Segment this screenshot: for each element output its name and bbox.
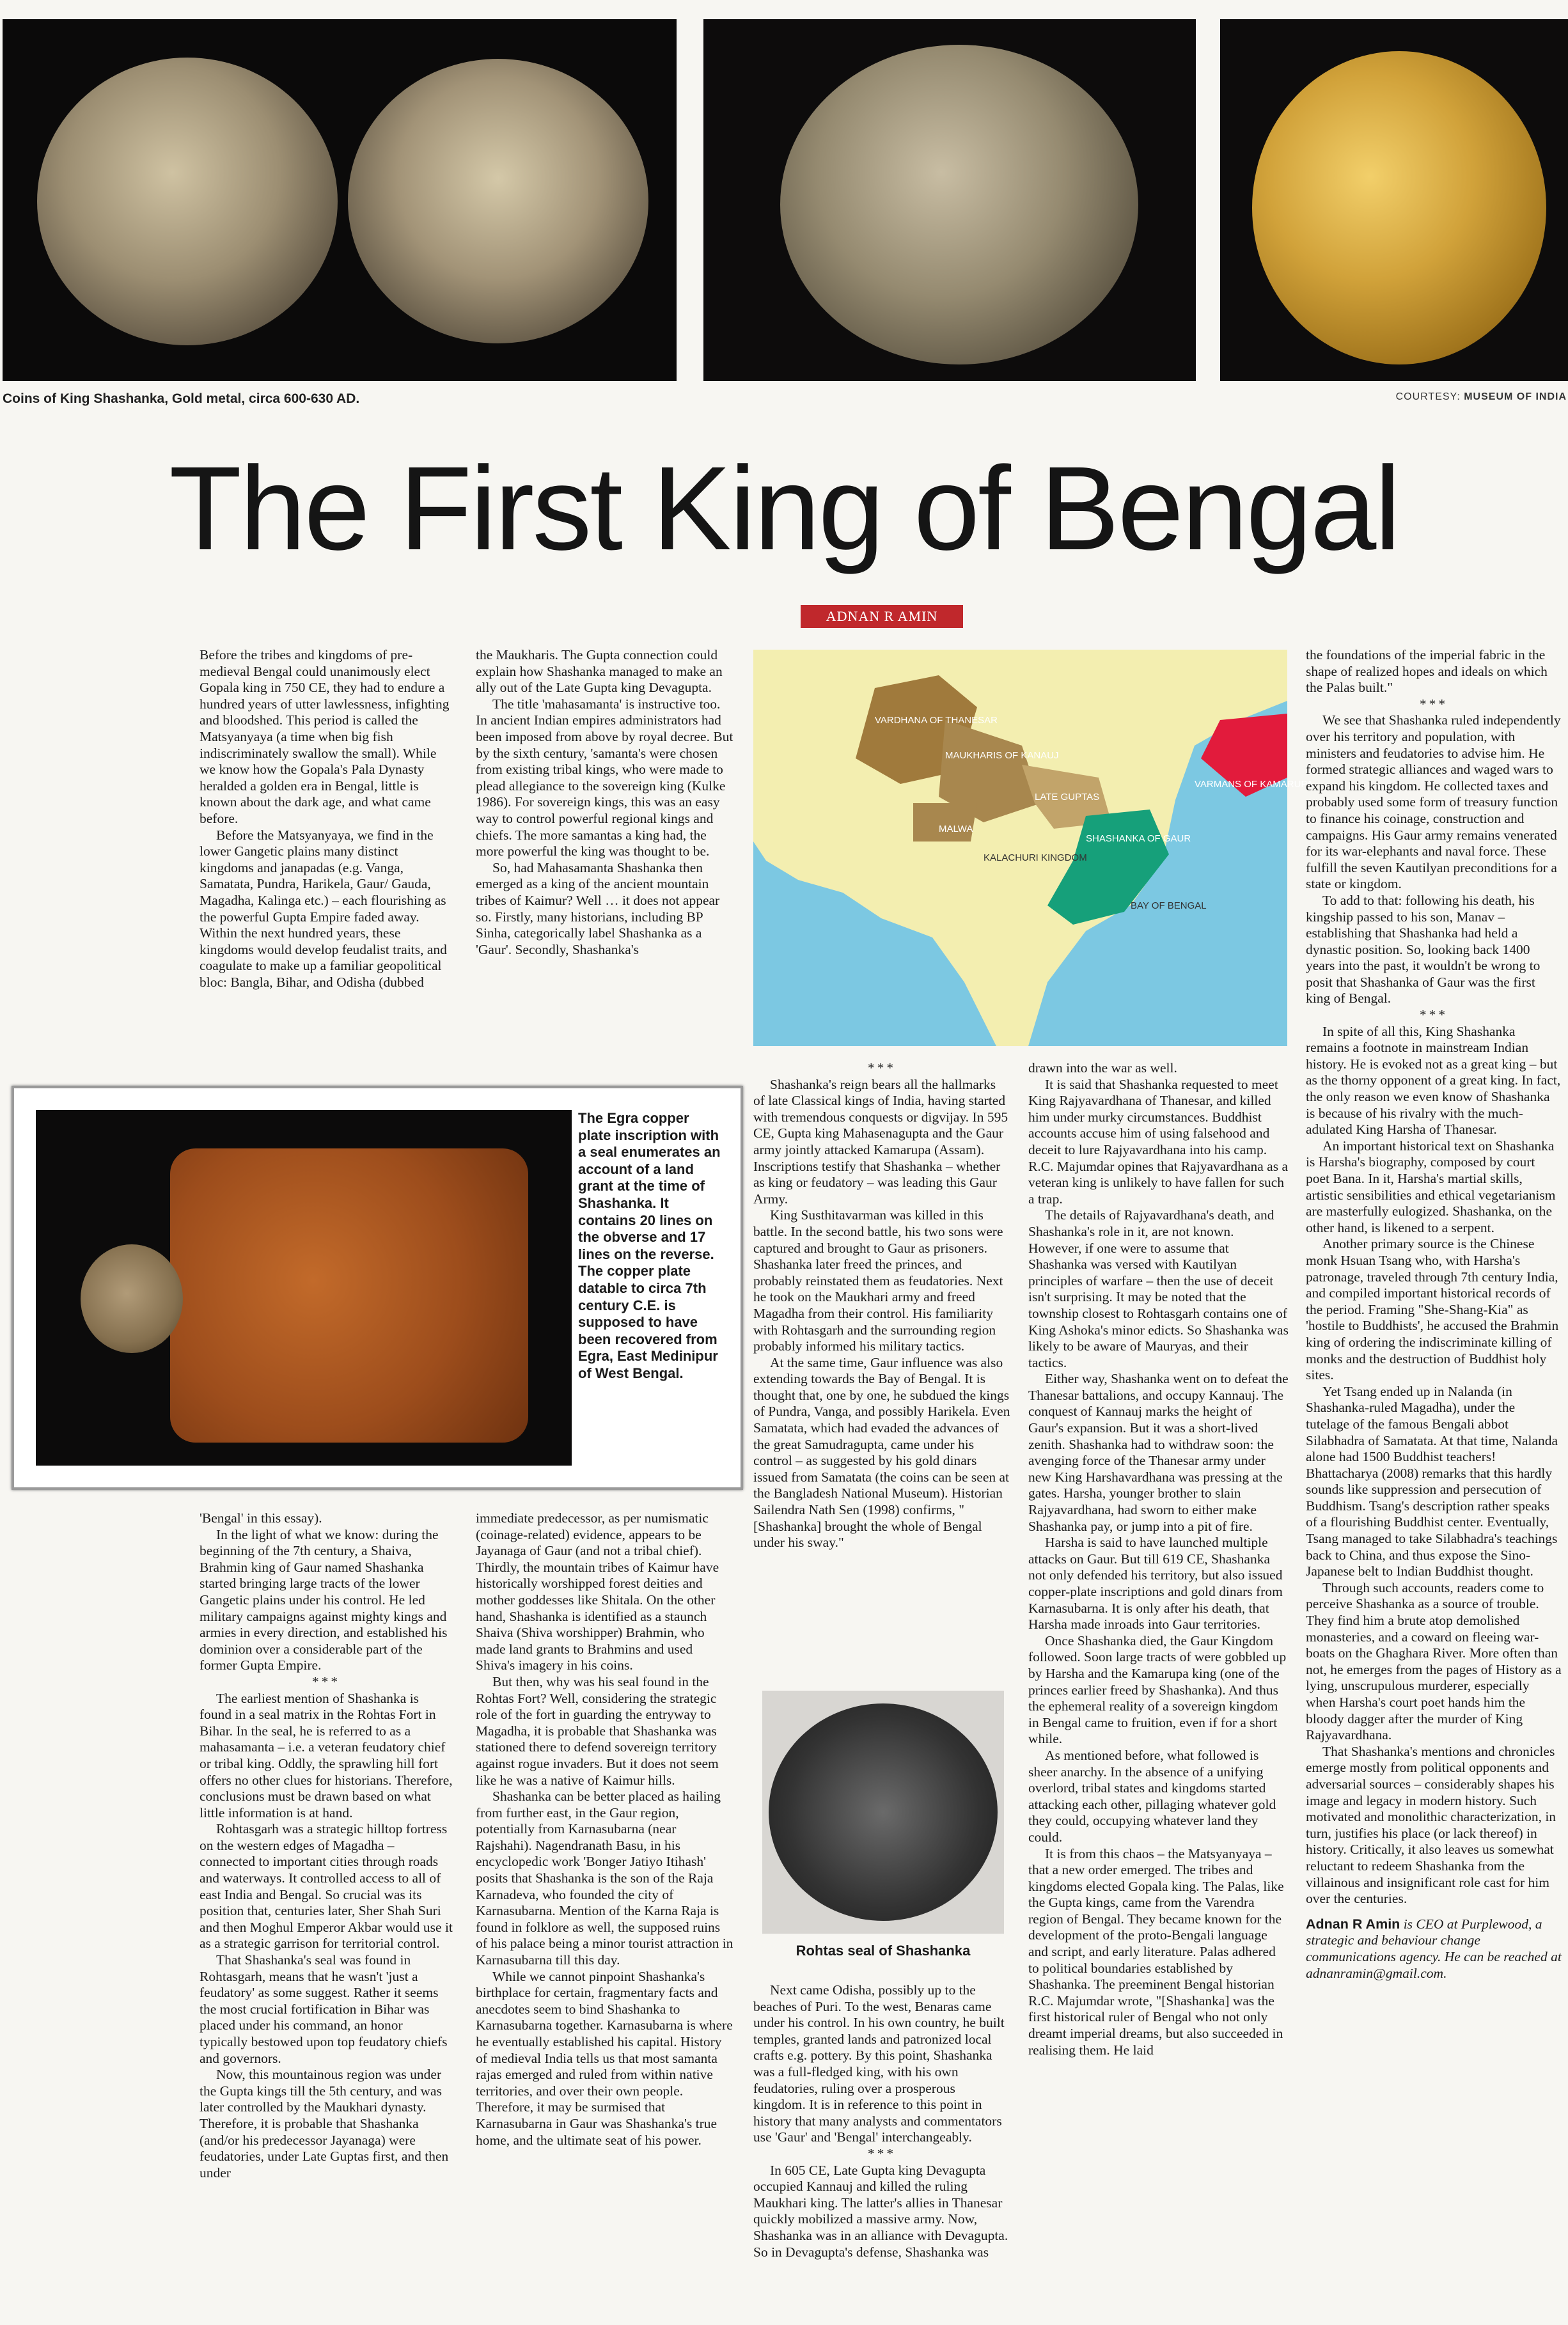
paragraph: 'Bengal' in this essay). bbox=[200, 1510, 322, 1526]
paragraph: At the same time, Gaur influence was also extending towards the Bay of Bengal. It is thought that, one by one, he subdued the kings of Pundra, Vanga, and possibly Harikela. Even Samatata, which had evaded the advances of the great Samudragupta, came under his control – as suggested by his gold dinars issued from Samatata (the coins can be seen at the Bangladesh National Museum). Historian Sailendra Nath Sen (1998) confirms, "[Shashanka] brought the whole of Bengal under his sway." bbox=[753, 1354, 1010, 1551]
column-3 bbox=[753, 1060, 1010, 1551]
column-1-top bbox=[200, 647, 453, 990]
paragraph: An important historical text on Shashanka is Harsha's biography, composed by court poet Bana. In it, Harsha's martial skills, artistic sensibilities and ethical vegetarianism are masterfully eulogized. Shashanka, on the other hand, is likened to a serpent. bbox=[1306, 1138, 1556, 1235]
coin-gold bbox=[1252, 51, 1546, 364]
paragraph: The details of Rajyavardhana's death, and Shashanka's role in it, are not known. However, if one were to assume that Shashanka was versed with Kautilyan principles of warfare – then the use of deceit isn't surprising. It may be noted that the township closest to Rohtasgarh contains one of King Ashoka's minor edicts. So Shashanka was likely to be aware of Mauryas, and their tactics. bbox=[1028, 1207, 1289, 1370]
paragraph: Before the Matsyanyaya, we find in the lower Gangetic plains many distinct kingdoms and janapadas (e.g. Vanga, Samatata, Pundra, Harikela, Gaur/ Gauda, Magadha, Kalinga etc.) – each flourishing as the powerful Gupta Empire faded away. Within the next hundred years, these kingdoms would develop feudalist traits, and coagulate to make up a familiar geopolitical bloc: Bangla, Bihar, and Odisha (dubbed bbox=[200, 827, 447, 990]
paragraph: Harsha is said to have launched multiple attacks on Gaur. But till 619 CE, Shashanka not only defended his territory, but also issued copper-plate inscriptions and gold dinars from Karnasubarna. It is only after his death, that Harsha made inroads into Gaur territories. bbox=[1028, 1535, 1283, 1632]
paragraph: In 605 CE, Late Gupta king Devagupta occupied Kannauj and killed the ruling Maukhari king. The latter's allies in Thanesar quickly mobilized a massive army. Now, Shashanka was in an alliance with Devagupta. So in Devagupta's defense, Shashanka was bbox=[753, 2162, 1008, 2260]
paragraph: Before the tribes and kingdoms of pre-medieval Bengal could unanimously elect Gopala king in 750 CE, they had to endure a hundred years of utter lawlessness, infighting and bloodshed. This period is called the Matsyanyaya (a time when big fish indiscriminately swallow the small). While we know how the Gopala's Pala Dynasty heralded a golden era in Bengal, little is known about the dark age, and what came before. bbox=[200, 647, 450, 826]
copper-plate bbox=[170, 1148, 528, 1443]
paragraph: Shashanka's reign bears all the hallmarks of late Classical kings of India, having started with tremendous conquests or digvijay. In 595 CE, Gupta king Mahasenagupta and the Gaur army jointly attacked Kamarupa (Assam). Inscriptions testify that Shashanka – whether as king or feudatory – was leading this Gaur Army. bbox=[753, 1076, 1008, 1207]
paragraph: We see that Shashanka ruled independently over his territory and population, with ministers and feudatories to advise him. He formed strategic alliances and waged wars to expand his kingdom. He collected taxes and probably used some form of treasury function to finance his coinage, construction and campaigns. His Gaur army remains venerated for its war-elephants and naval force. These fulfill the seven Kautilyan preconditions for a state or kingdom. bbox=[1306, 712, 1561, 892]
map-label-kalachuri: KALACHURI KINGDOM bbox=[984, 852, 1087, 863]
column-1-bottom bbox=[200, 1510, 453, 2181]
paragraph: Rohtasgarh was a strategic hilltop fortress on the western edges of Magadha – connected to important cities through roads and waterways. It controlled access to all of east India and Bengal. So crucial was its position that, centuries later, Sher Shah Suri and then Moghul Emperor Akbar would use it as a strategic garrison for territorial control. bbox=[200, 1821, 453, 1952]
column-5 bbox=[1306, 647, 1562, 1982]
paragraph: While we cannot pinpoint Shashanka's birthplace for certain, fragmentary facts and anecdotes seem to bind Shashanka to Karnasubarna together. Karnasubarna is where he eventually established his capital. History of medieval India tells us that most samanta rajas emerged and ruled from within native territories, and over their own people. Therefore, it may be surmised that Karnasubarna in Gaur was Shashanka's true home, and the ultimate seat of his power. bbox=[476, 1968, 733, 2148]
paragraph: In spite of all this, King Shashanka remains a footnote in mainstream Indian history. He is evoked not as a great king – but as the thorny opponent of a great king. In fact, the only reason we even know of Shashanka is because of his rivalry with the much-adulated King Harsha of Thanesar. bbox=[1306, 1023, 1561, 1138]
paragraph: the foundations of the imperial fabric in the shape of realized hopes and ideals on which the Palas built." bbox=[1306, 647, 1548, 696]
map-label-malwa: MALWA bbox=[939, 824, 973, 834]
paragraph: immediate predecessor, as per numismatic (coinage-related) evidence, appears to be Jayanaga of Gaur (and not a tribal chief). Thirdly, the mountain tribes of Kaimur have historically worshipped forest deities and mother goddesses like Shitala. On the other hand, Shashanka is identified as a staunch Shaiva (Shiva worshipper) Brahmin, who made land grants to Brahmins and used Shiva's imagery in his coins. bbox=[476, 1510, 719, 1673]
map-label-bay-of-bengal: BAY OF BENGAL bbox=[1131, 900, 1207, 911]
copper-plate-seal bbox=[81, 1244, 183, 1353]
paragraph: To add to that: following his death, his kingship passed to his son, Manav – establishing that Shashanka had held a dynastic position. So, looking back 1400 years into the past, it wouldn't be wrong to posit that Shashanka of Gaur was the first king of Bengal. bbox=[1306, 892, 1541, 1006]
paragraph: Now, this mountainous region was under the Gupta kings till the 5th century, and was later controlled by the Maukhari dynasty. Therefore, it is probable that Shashanka (and/or his predecessor Jayanaga) were feudatories, under Late Guptas first, and then under bbox=[200, 2067, 449, 2180]
kingdoms-map bbox=[753, 650, 1313, 1046]
column-2-bottom bbox=[476, 1510, 734, 2149]
map-label-shashanka: SHASHANKA OF GAUR bbox=[1086, 833, 1191, 844]
coin-photo-2 bbox=[703, 19, 1196, 381]
map-graphic bbox=[753, 650, 1313, 1046]
copper-plate-photo bbox=[36, 1110, 572, 1466]
column-2-top bbox=[476, 647, 734, 958]
headline: The First King of Bengal bbox=[169, 442, 1399, 575]
coin-obverse bbox=[37, 58, 338, 345]
paragraph: the Maukharis. The Gupta connection could explain how Shashanka managed to make an ally out of the Late Gupta king Devagupta. bbox=[476, 647, 723, 696]
section-separator: *** bbox=[311, 1673, 341, 1689]
map-label-kamarupa: VARMANS OF KAMARUPA bbox=[1195, 779, 1313, 790]
seal-caption: Rohtas seal of Shashanka bbox=[796, 1943, 971, 1959]
paragraph: So, had Mahasamanta Shashanka then emerged as a king of the ancient mountain tribes of Kaimur? Well … it does not appear so. Firstly, many historians, including BP Sinha, categorically label Shashanka as a 'Gaur'. Secondly, Shashanka's bbox=[476, 859, 720, 957]
column-4 bbox=[1028, 1060, 1289, 2058]
paragraph: It is from this chaos – the Matsyanyaya – that a new order emerged. The tribes and kingdoms elected Gopala king. The Palas, like the Gupta kings, came from the Varendra region of Bengal. They became known for the development of the proto-Bengali language and script, and early literature. Palas adhered to political boundaries established by Shashanka. The preeminent Bengal historian R.C. Majumdar wrote, "[Shashanka] was the first historical ruler of Bengal who not only dreamt imperial dreams, but also succeeded in realising them. He laid bbox=[1028, 1845, 1284, 2058]
paragraph: Shashanka can be better placed as hailing from further east, in the Gaur region, potentially from Karnasubarna (near Rajshahi). Nagendranath Basu, in his encyclopedic work 'Bonger Jatiyo Itihash' posits that Shashanka is the son of the Raja Karnadeva, who founded the city of Karnasubarna. Mention of the Karna Raja is found in folklore as well, the supposed ruins of his palace being a minor tourist attraction in Karnasubarna till this day. bbox=[476, 1789, 733, 1968]
map-label-maukharis: MAUKHARIS OF KANAUJ bbox=[945, 750, 1059, 761]
paragraph: The title 'mahasamanta' is instructive too. In ancient Indian empires administrators had been imposed from above by royal decree. But by the sixth century, 'samanta's were chosen from existing tribal kings, who were made to plead allegiance to the sovereign king (Kulke 1986). For sovereign kings, this was an easy way to control powerful regional kings and chiefs. The more samantas a king had, the more powerful the king was thought to be. bbox=[476, 696, 733, 859]
paragraph: King Susthitavarman was killed in this battle. In the second battle, his two sons were captured and brought to Gaur as prisoners. Shashanka later freed the princes, and probably reinstated them as feudatories. Next he took on the Maukhari army and freed Magadha from their control. His familiarity with Rohtasgarh and the surrounding region probably informed his military tactics. bbox=[753, 1207, 1003, 1354]
map-label-late-guptas: LATE GUPTAS bbox=[1035, 792, 1100, 802]
paragraph: But then, why was his seal found in the Rohtas Fort? Well, considering the strategic role of the fort in guarding the entryway to Magadha, it is probable that Shashanka was stationed there to defend sovereign territory against rogue invaders. But it does not seem like he was a native of Kaimur hills. bbox=[476, 1673, 719, 1788]
seal-impression bbox=[769, 1703, 998, 1921]
author-bio: is CEO at Purplewood, a strategic and behaviour change communications agency. He can be reached at adnanramin@gmail.com. bbox=[1306, 1916, 1562, 1981]
byline: ADNAN R AMIN bbox=[801, 605, 963, 628]
region-malwa bbox=[913, 803, 977, 842]
author-credit bbox=[1306, 1916, 1562, 1982]
coin-silver bbox=[780, 45, 1138, 364]
paragraph: Yet Tsang ended up in Nalanda (in Shashanka-ruled Magadha), under the tutelage of the famous Bengali abbot Silabhadra of Samatata. At that time, Nalanda alone had 1500 Buddhist teachers! Bhattacharya (2008) remarks that this hardly sounds like suppression and persecution of Buddhism. Tsang's description rather speaks of a flourishing Buddhist center. Eventually, Tsang managed to take Silabhadra's teachings back to China, and thus expose the Sino-Japanese belt to Indian Buddhist thought. bbox=[1306, 1383, 1558, 1579]
copper-plate-box bbox=[12, 1086, 743, 1490]
coin-photo-3 bbox=[1220, 19, 1568, 381]
rohtas-seal-photo bbox=[762, 1691, 1004, 1934]
coin-reverse bbox=[348, 59, 648, 343]
paragraph: Either way, Shashanka went on to defeat the Thanesar battalions, and occupy Kannauj. The conquest of Kannauj marks the height of Gaur's expansion. But it was a short-lived zenith. Shashanka had to withdraw soon: the avenging force of the Thanesar army under new King Harshavardhana was pressing at the gates. Harsha, younger brother to slain Rajyavardhana, had sworn to either make Shashanka pay, or jump into a pit of fire. bbox=[1028, 1371, 1289, 1534]
coin-caption: Coins of King Shashanka, Gold metal, circa 600-630 AD. bbox=[3, 391, 360, 406]
map-label-vardhana: VARDHANA OF THANESAR bbox=[875, 715, 998, 726]
author-name: Adnan R Amin bbox=[1306, 1916, 1400, 1932]
paragraph: drawn into the war as well. bbox=[1028, 1060, 1177, 1076]
courtesy-label: COURTESY: bbox=[1395, 391, 1461, 402]
paragraph: As mentioned before, what followed is sheer anarchy. In the absence of a unifying overlord, tribal states and kingdoms started attacking each other, pillaging whatever gold they could, occupying whatever land they could. bbox=[1028, 1747, 1276, 1845]
paragraph: Once Shashanka died, the Gaur Kingdom followed. Soon large tracts of were gobbled up by Harsha and the Kamarupa king (one of the princes earlier freed by Shashanka). And thus the ephemeral reality of a sovereign kingdom in Bengal came to fruition, even if for a short while. bbox=[1028, 1632, 1287, 1747]
courtesy-credit bbox=[1215, 391, 1567, 403]
column-3-bottom bbox=[753, 1982, 1010, 2260]
section-separator: *** bbox=[867, 1060, 897, 1076]
section-separator: *** bbox=[1419, 1007, 1448, 1023]
paragraph: Through such accounts, readers come to perceive Shashanka as a source of trouble. They find him a brute atop demolished monasteries, and a coward on fleeing war-boats on the Ghaghara River. More often than not, he emerges from the pages of History as a lying, unscrupulous murderer, especially when Harsha's court poet hands him the bloody dagger after the murder of King Rajyavardhana. bbox=[1306, 1579, 1562, 1743]
paragraph: It is said that Shashanka requested to meet King Rajyavardhana of Thanesar, and killed him under murky circumstances. Buddhist accounts accuse him of using falsehood and deceit to lure Rajyavardhana into his camp. R.C. Majumdar opines that Rajyavardhana as a veteran king is unlikely to have fallen for such a trap. bbox=[1028, 1076, 1289, 1207]
paragraph: That Shashanka's mentions and chronicles emerge mostly from political opponents and adversarial sources – considerably shapes his image and legacy in modern history. Such motivated and monolithic characterization, in turn, justifies his place (or lack thereof) in history. Critically, it also leaves us somewhat reluctant to redeem Shashanka from the villainous and insignificant role cast for him over the centuries. bbox=[1306, 1743, 1556, 1907]
coin-photo-1 bbox=[3, 19, 677, 381]
paragraph: In the light of what we know: during the beginning of the 7th century, a Shaiva, Brahmin king of Gaur named Shashanka started bringing large tracts of the lower Gangetic plains under his control. He led military campaigns against mighty kings and armies in every direction, and established his dominion over a considerable part of the former Gupta Empire. bbox=[200, 1526, 448, 1673]
courtesy-source: MUSEUM OF INDIA bbox=[1464, 391, 1567, 402]
copper-plate-caption: The Egra copper plate inscription with a seal enumerates an account of a land grant at the time of Shashanka. It contains 20 lines on the obverse and 17 lines on the reverse. The copper plate datable to circa 7th century C.E. is supposed to have been recovered from Egra, East Medinipur of West Bengal. bbox=[578, 1110, 721, 1381]
section-separator: *** bbox=[867, 2145, 897, 2161]
paragraph: That Shashanka's seal was found in Rohtasgarh, means that he wasn't 'just a feudatory' as some suggest. Rather it seems the most crucial fortification in Bihar was placed under his command, an honor typically bestowed upon top feudatory chiefs and governors. bbox=[200, 1952, 448, 2066]
paragraph: Next came Odisha, possibly up to the beaches of Puri. To the west, Benaras came under his control. In his own country, he built temples, granted lands and patronized local crafts e.g. pottery. By this point, Shashanka was a full-fledged king, with his own feudatories, ruling over a prosperous kingdom. It is in reference to this point in history that many analysts and commentators use 'Gaur' and 'Bengal' interchangeably. bbox=[753, 1982, 1005, 2145]
paragraph: Another primary source is the Chinese monk Hsuan Tsang who, with Harsha's patronage, traveled through 7th century India, and compiled important historical records of the period. Framing "She-Shang-Kia" as 'hostile to Buddhists', he accused the Brahmin king of ordering the indiscriminate killing of monks and the destruction of Buddhist holy sites. bbox=[1306, 1236, 1559, 1383]
paragraph: The earliest mention of Shashanka is found in a seal matrix in the Rohtas Fort in Bihar. In the seal, he is referred to as a mahasamanta – i.e. a veteran feudatory chief or tribal king. Oddly, the sprawling hill fort offers no other clues for historians. Therefore, conclusions must be drawn based on what little information is at hand. bbox=[200, 1690, 453, 1820]
section-separator: *** bbox=[1419, 696, 1448, 712]
